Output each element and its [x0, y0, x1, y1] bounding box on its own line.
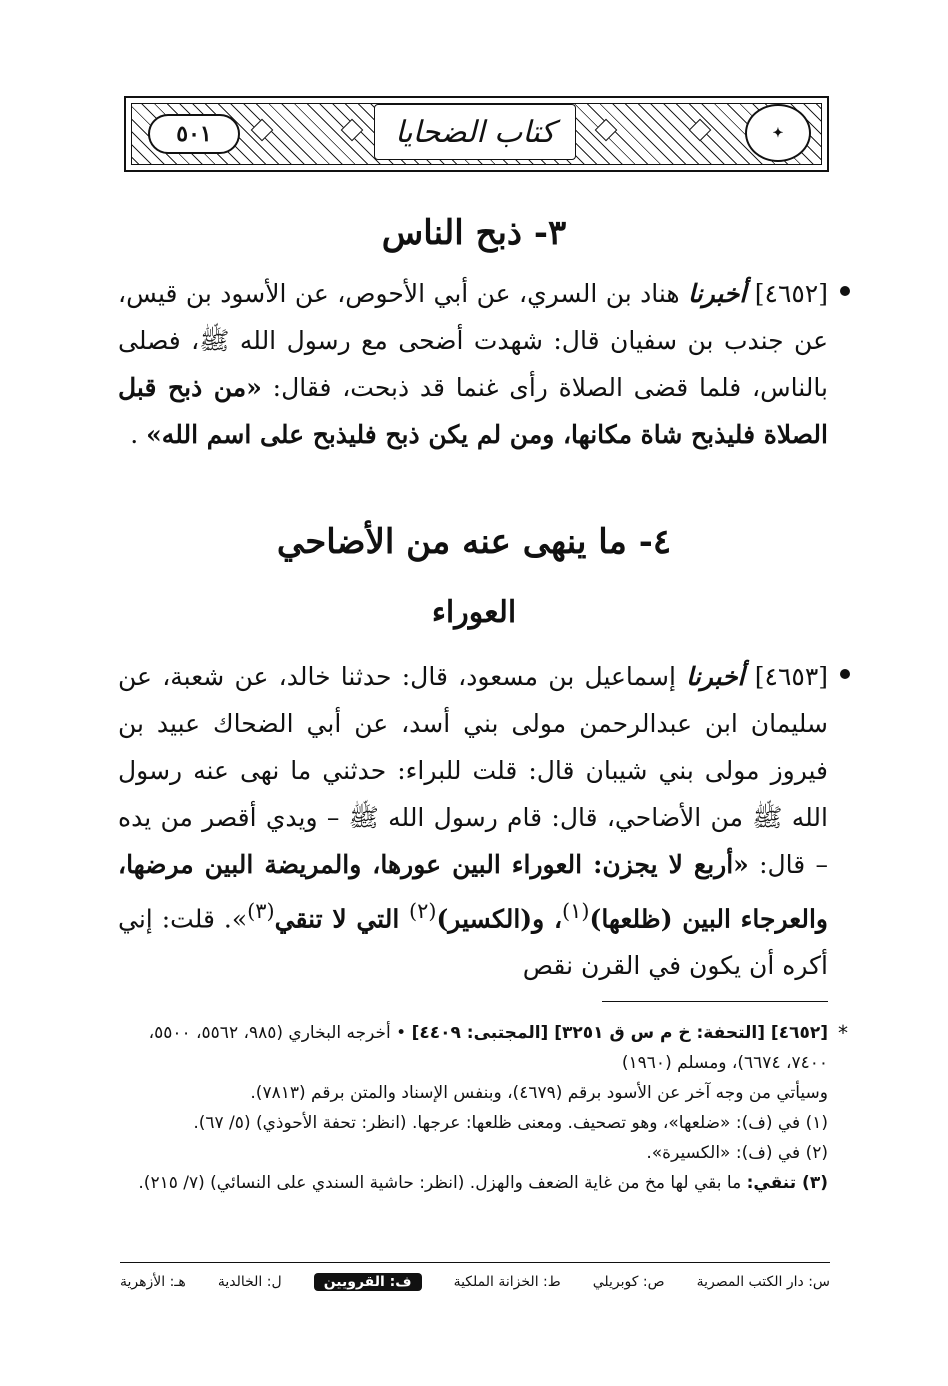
hadith-quote-3: التي لا تنقي [274, 904, 409, 934]
chapter-title: كتاب الضحايا [374, 104, 576, 160]
footnote-3 [118, 1168, 828, 1198]
hadith-quote-2: ، و(الكسير) [436, 904, 563, 934]
hadith-quote: «من ذبح قبل الصلاة فليذبح شاة مكانها، ومن لم يكن ذبح فليذبح على اسم الله» [118, 373, 828, 449]
ms-key-s: س: دار الكتب المصرية [696, 1274, 830, 1290]
note-takhrij-text: • أخرجه البخاري (٩٨٥، ٥٥٦٢، ٥٥٠٠، ٧٤٠٠، ٦٦٧٤)، ومسلم (١٩٦٠) [148, 1023, 828, 1073]
akhbarana-word: أخبرنا [686, 662, 745, 691]
footnote-2: (٢) في (ف): «الكسيرة». [646, 1143, 828, 1163]
footnotes [118, 1018, 848, 1198]
ms-key-lam: ل: الخالدية [217, 1274, 282, 1290]
footnote-1: (١) في (ف): «ضلعها»، وهو تصحيف. ومعنى ظلعها: عرجها. (انظر: تحفة الأحوذي) (٥/ ٦٧). [193, 1113, 828, 1133]
ms-key-sad: ص: كوبريلي [592, 1274, 665, 1290]
hadith-quote: «أربع لا يجزن: العوراء البين عورها، والمريضة البين مرضها، والعرجاء البين (ظلعها) [118, 850, 828, 934]
bullet-icon [840, 669, 850, 679]
akhbarana-word: أخبرنا [688, 279, 747, 308]
hadith-end: . [130, 420, 139, 449]
bullet-icon [840, 286, 850, 296]
hadith-text: هناد بن السري، عن أبي الأحوص، عن الأسود بن قيس، عن جندب بن سفيان قال: شهدت أضحى مع رسول الله ﷺ، فصلى بالناس، فلما قضى الصلاة رأى غنما قد ذبحت، فقال: [118, 279, 828, 402]
book-seal-logo: ✦ [745, 104, 811, 162]
page-number: ٥٠١ [148, 114, 240, 154]
footnote-ref-1[interactable]: (١) [562, 899, 590, 923]
note-cross-ref: وسيأتي من وجه آخر عن الأسود برقم (٤٦٧٩)، وبنفس الإسناد والمتن برقم (٧٨١٣). [250, 1083, 828, 1103]
ms-key-ta: ط: الخزانة الملكية [453, 1274, 561, 1290]
manuscript-key-footer [120, 1268, 830, 1296]
footnote-ref-3[interactable]: (٣) [247, 899, 275, 923]
section-4-heading: ٤- ما ينهى عنه من الأضاحي [276, 522, 672, 562]
footnote-ref-2[interactable]: (٢) [409, 899, 437, 923]
subsection-heading: العوراء [431, 595, 517, 630]
star-icon: * [838, 1021, 848, 1045]
hadith-number: [٤٦٥٢] [754, 279, 828, 308]
footnote-separator [602, 1001, 828, 1002]
hadith-text: إسماعيل بن مسعود، قال: حدثنا خالد، عن شعبة، عن سليمان ابن عبدالرحمن مولى بني أسد، عن أبي الضحاك عبيد بن فيروز مولى بني شيبان قال: قلت للبراء: حدثني ما نهى عنه رسول الله ﷺ من الأضاحي، قال: قام رسول الله ﷺ – ويدي أقصر من يده – قال: [118, 662, 828, 879]
footnote-3-label: (٣) تنقي: [746, 1173, 828, 1193]
ms-key-ha: هـ: الأزهرية [120, 1274, 186, 1290]
note-takhrij [118, 1018, 848, 1078]
note-refs: [٤٦٥٢] [التحفة: خ م س ق ٣٢٥١] [المجتبى: ٤٤٠٩] [411, 1023, 828, 1043]
hadith-4653 [118, 653, 828, 989]
hadith-4652 [118, 270, 828, 458]
hadith-number: [٤٦٥٣] [754, 662, 829, 691]
page-header [124, 96, 829, 172]
footnote-3-text: ما بقي لها مخ من غاية الضعف والهزل. (انظر: حاشية السندي على النسائي) (٧/ ٢١٥). [138, 1173, 742, 1193]
footer-divider [120, 1262, 830, 1263]
ms-key-fa-highlight: ف: القرويين [314, 1273, 422, 1291]
hadith-text-2: ». قلت: إني أكره أن يكون في القرن نقص [118, 904, 828, 981]
section-3-heading: ٣- ذبح الناس [381, 213, 567, 253]
